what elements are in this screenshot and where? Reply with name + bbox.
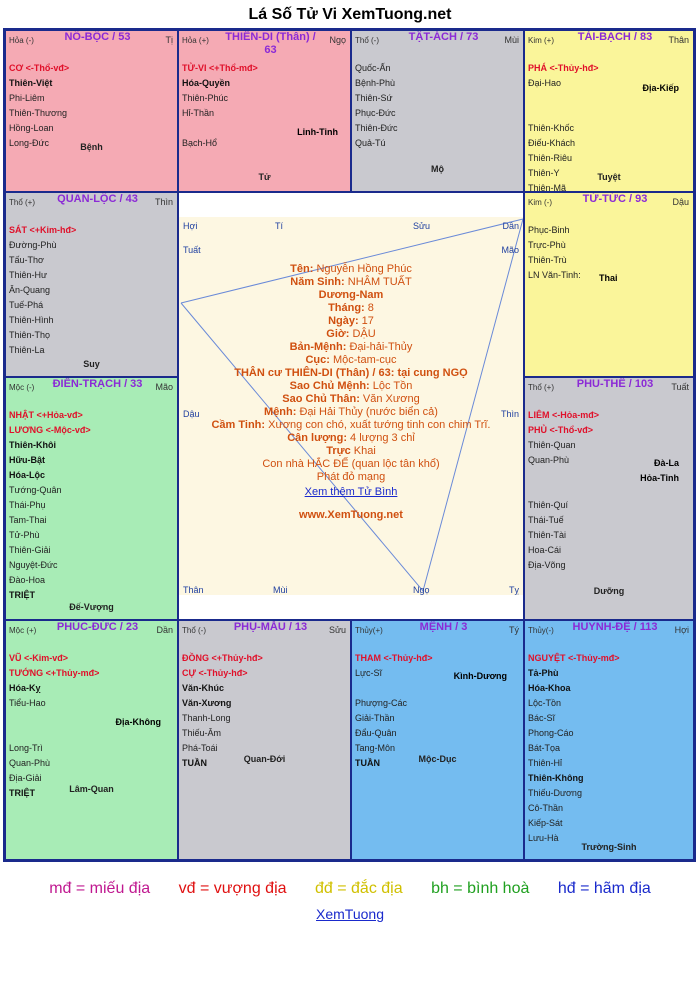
- star-item: Lộc-Tồn: [528, 698, 562, 708]
- info-label: Cân lượng:: [287, 432, 347, 444]
- info-value: 17: [358, 315, 374, 327]
- star-item: Đào-Hoa: [9, 575, 46, 585]
- star-item: CỰ <-Thủy-hđ>: [182, 668, 248, 678]
- star-item: Thiên-Hỉ: [528, 758, 563, 768]
- life-stage: Lâm-Quan: [69, 784, 114, 794]
- star-item: Thiên-Hư: [9, 270, 48, 280]
- palace-name: PHU-THÊ / 103: [576, 378, 654, 390]
- star-item: Thiên-Quan: [528, 440, 576, 450]
- corner-label-ti: Tí: [275, 221, 283, 231]
- star-item: Điếu-Khách: [528, 138, 576, 148]
- star-item: Ân-Quang: [9, 285, 51, 295]
- star-item: LN Văn-Tinh:: [528, 270, 581, 280]
- star-item: CƠ <-Thổ-vđ>: [9, 63, 70, 73]
- info-line: [199, 289, 503, 302]
- palace-element: Mộc (+): [9, 626, 37, 635]
- star-item: Đại-Hao: [528, 78, 562, 88]
- star-item: Phong-Cáo: [528, 728, 574, 738]
- palace-element: Thổ (+): [9, 198, 36, 207]
- info-label: Cục:: [305, 354, 330, 366]
- star-list: [352, 61, 523, 151]
- star-item: Thiên-Y: [528, 168, 560, 178]
- info-value: Đại Hải Thủy (nước biển cả): [296, 406, 438, 418]
- side-star: Địa-Không: [115, 717, 161, 727]
- palace-element: Thủy(-): [528, 626, 554, 635]
- life-stage: Bệnh: [80, 142, 103, 152]
- palace-element: Hỏa (+): [182, 36, 209, 45]
- star-item: Quan-Phù: [528, 455, 570, 465]
- star-item: Thiên-La: [9, 345, 45, 355]
- palace-thien-di: [178, 30, 351, 192]
- corner-label-ty: Tỵ: [509, 585, 519, 595]
- info-label: Cầm Tinh:: [211, 419, 266, 431]
- legend-item: vđ = vượng địa: [178, 880, 287, 897]
- info-label: Bản-Mệnh:: [289, 341, 347, 353]
- star-item: LƯƠNG <-Mộc-vđ>: [9, 425, 91, 435]
- life-stage: Đế-Vượng: [69, 602, 114, 612]
- star-item: Thiên-Mã: [528, 183, 567, 192]
- star-item: Nguyệt-Đức: [9, 560, 58, 570]
- star-item: TUẦN: [182, 758, 207, 768]
- star-item: Hoa-Cái: [528, 545, 562, 555]
- center-panel: [178, 192, 524, 620]
- legend-item: mđ = miếu địa: [49, 880, 151, 897]
- star-item: Đẩu-Quân: [355, 728, 397, 738]
- info-value: 8: [364, 302, 374, 314]
- star-list: [6, 61, 177, 151]
- legend-item: đđ = đắc địa: [314, 880, 403, 897]
- birth-info: [199, 263, 503, 522]
- star-item: Phá-Toái: [182, 743, 218, 753]
- star-item: ĐỒNG <+Thủy-hđ>: [182, 653, 263, 663]
- corner-label-hoi: Hợi: [183, 221, 198, 231]
- star-item: Địa-Võng: [528, 560, 566, 570]
- star-item: Tả-Phù: [528, 668, 559, 678]
- info-line: [199, 393, 503, 406]
- info-label: Sao Chủ Mệnh:: [289, 380, 370, 392]
- palace-name: TỬ-TỨC / 93: [582, 193, 648, 205]
- palace-branch: Ngọ: [329, 35, 346, 45]
- corner-label-suu: Sửu: [413, 221, 431, 231]
- star-item: TƯỚNG <+Thủy-mđ>: [9, 668, 100, 678]
- star-item: Quan-Phù: [9, 758, 51, 768]
- palace-branch: Mão: [155, 382, 173, 392]
- side-star: Linh-Tinh: [297, 127, 338, 137]
- info-line: [199, 367, 503, 380]
- star-item: Cô-Thần: [528, 803, 564, 813]
- life-stage: Quan-Đới: [243, 754, 286, 764]
- chart-grid: [3, 28, 696, 862]
- info-value: Phát đỏ mạng: [316, 471, 386, 483]
- home-link[interactable]: XemTuong: [316, 906, 384, 922]
- star-item: Thiên-Phúc: [182, 93, 229, 103]
- life-stage: Tuyệt: [597, 172, 621, 182]
- star-item: Thiên-Khốc: [528, 123, 575, 133]
- palace-branch: Dậu: [672, 197, 689, 207]
- star-item: Phi-Liêm: [9, 93, 45, 103]
- star-item: TRIỆT: [9, 590, 35, 600]
- star-item: Hỉ-Thần: [182, 108, 215, 118]
- info-line: [199, 432, 503, 445]
- star-item: Thiên-Riêu: [528, 153, 573, 163]
- star-item: Thanh-Long: [182, 713, 231, 723]
- star-item: Thiên-Hình: [9, 315, 54, 325]
- star-item: Phục-Binh: [528, 225, 570, 235]
- corner-label-thin: Thìn: [500, 409, 519, 419]
- star-item: Thiên-Thọ: [9, 330, 51, 340]
- corner-label-dan: Dần: [502, 221, 519, 231]
- star-item: Long-Đức: [9, 138, 50, 148]
- star-item: Hóa-Kỵ: [9, 683, 41, 693]
- life-stage: Suy: [83, 359, 100, 369]
- info-value: Mộc-tam-cục: [329, 354, 397, 366]
- star-item: Lực-Sĩ: [355, 668, 383, 678]
- palace-no-boc: [5, 30, 178, 192]
- star-item: Thiên-Sứ: [355, 93, 393, 103]
- info-line: [199, 302, 503, 315]
- star-item: Thái-Phụ: [9, 500, 46, 510]
- star-item: Tuế-Phá: [9, 300, 44, 310]
- palace-branch: Tuất: [671, 382, 689, 392]
- star-item: PHỦ <-Thổ-vđ>: [528, 425, 594, 435]
- star-item: Thái-Tuế: [528, 515, 564, 525]
- star-item: Bác-Sĩ: [528, 713, 556, 723]
- palace-dien-trach: [5, 377, 178, 620]
- palace-name: PHỤ-MẪU / 13: [233, 621, 308, 633]
- star-item: Bát-Tọa: [528, 743, 561, 753]
- star-item: Đường-Phù: [9, 240, 57, 250]
- info-label: Tên:: [290, 263, 314, 275]
- star-item: VŨ <-Kim-vđ>: [9, 653, 69, 663]
- legend: [0, 880, 700, 898]
- star-item: Bệnh-Phù: [355, 78, 396, 88]
- palace-branch: Mùi: [504, 35, 519, 45]
- star-item: NHẬT <+Hỏa-vđ>: [9, 410, 83, 420]
- info-line: [199, 354, 503, 367]
- info-label: Ngày:: [328, 315, 359, 327]
- info-value: Xương con chó, xuất tướng tinh con chim Trĩ.: [265, 419, 491, 431]
- star-item: Thiên-Quí: [528, 500, 569, 510]
- palace-name: HUYNH-ĐỆ / 113: [572, 621, 658, 633]
- palace-element: Kim (+): [528, 36, 554, 45]
- info-value: Lộc Tồn: [369, 380, 413, 392]
- palace-name: TẬT-ÁCH / 73: [408, 31, 479, 43]
- life-stage: Mộ: [431, 164, 444, 174]
- star-item: Tấu-Thơ: [9, 255, 44, 265]
- life-stage: Trường-Sinh: [581, 842, 637, 852]
- palace-tu-tuc: [524, 192, 694, 377]
- star-list: [6, 408, 177, 603]
- side-star: Địa-Kiếp: [642, 83, 679, 93]
- info-line: [199, 471, 503, 484]
- palace-branch: Sửu: [328, 625, 346, 635]
- star-item: TỬ-VI <+Thổ-mđ>: [182, 63, 258, 73]
- palace-branch: Tị: [165, 35, 173, 45]
- info-line: [199, 380, 503, 393]
- star-item: Hóa-Quyền: [182, 78, 231, 88]
- info-line: [199, 263, 503, 276]
- palace-name: ĐIỀN-TRẠCH / 33: [52, 378, 143, 390]
- info-lines: [199, 263, 503, 484]
- side-star-2: Hỏa-Tinh: [640, 473, 679, 483]
- info-label: Sao Chủ Thân:: [282, 393, 360, 405]
- palace-name: NÔ-BỘC / 53: [64, 31, 131, 43]
- star-item: Thiên-Không: [528, 773, 584, 783]
- star-item: [528, 106, 693, 121]
- star-item: Hồng-Loan: [9, 123, 54, 133]
- palace-branch: Tý: [509, 625, 519, 635]
- star-list: [525, 408, 693, 573]
- star-item: NGUYỆT <-Thủy-mđ>: [528, 653, 620, 663]
- info-label: Trực: [326, 445, 351, 457]
- star-item: Tướng-Quân: [9, 485, 62, 495]
- star-item: TUẦN: [355, 758, 380, 768]
- palace-tai-bach: [524, 30, 694, 192]
- palace-name: TÀI-BẠCH / 83: [577, 31, 653, 43]
- info-line: [199, 328, 503, 341]
- star-item: Văn-Xương: [182, 698, 232, 708]
- info-value: Con nhà HẮC ĐẾ (quan lộc tân khổ): [262, 458, 440, 470]
- info-line: [199, 276, 503, 289]
- palace-phuc-duc: [5, 620, 178, 860]
- palace-element: Thủy(+): [355, 626, 383, 635]
- palace-name: MỆNH / 3: [419, 621, 468, 633]
- corner-label-mui: Mùi: [273, 585, 288, 595]
- star-item: LIÊM <-Hỏa-mđ>: [528, 410, 600, 420]
- star-item: Phục-Đức: [355, 108, 396, 118]
- site-name: www.XemTuong.net: [299, 509, 403, 521]
- star-item: Bạch-Hổ: [182, 138, 218, 148]
- side-star: Kình-Dương: [453, 671, 507, 681]
- star-list: [6, 223, 177, 358]
- star-item: Kiếp-Sát: [528, 818, 563, 828]
- star-item: Quả-Tú: [355, 138, 386, 148]
- star-item: Hữu-Bật: [9, 455, 46, 465]
- star-item: Quốc-Ấn: [355, 63, 391, 73]
- star-item: Văn-Khúc: [182, 683, 225, 693]
- legend-item: bh = bình hoà: [431, 880, 530, 897]
- star-item: PHÁ <-Thủy-hđ>: [528, 63, 599, 73]
- corner-label-dau: Dậu: [183, 409, 200, 419]
- corner-label-tuat: Tuất: [183, 245, 201, 255]
- palace-tat-ach: [351, 30, 524, 192]
- star-item: Tử-Phù: [9, 530, 40, 540]
- palace-branch: Thân: [668, 35, 689, 45]
- star-item: Thiếu-Âm: [182, 728, 222, 738]
- palace-name: THIÊN-DI (Thân) / 63: [225, 31, 316, 56]
- star-item: THAM <-Thủy-hđ>: [355, 653, 433, 663]
- palace-element: Thổ (+): [528, 383, 555, 392]
- star-item: Thiếu-Dương: [528, 788, 582, 798]
- star-item: Thiên-Đức: [355, 123, 398, 133]
- info-label: Mệnh:: [264, 406, 297, 418]
- star-item: Thiên-Khôi: [9, 440, 56, 450]
- palace-name: PHÚC-ĐỨC / 23: [56, 621, 139, 633]
- star-item: Thiên-Giải: [9, 545, 51, 555]
- palace-huynh-de: [524, 620, 694, 860]
- palace-phu-mau: [178, 620, 351, 860]
- info-value: Đại-hải-Thủy: [346, 341, 413, 353]
- palace-branch: Hợi: [674, 625, 689, 635]
- star-item: Hóa-Khoa: [528, 683, 571, 693]
- life-stage: Tử: [258, 172, 271, 182]
- info-value: Văn Xương: [359, 393, 420, 405]
- life-stage: Thai: [599, 273, 618, 283]
- palace-element: Hỏa (-): [9, 36, 34, 45]
- info-value: 4 lượng 3 chỉ: [347, 432, 415, 444]
- corner-label-mao: Mão: [501, 245, 519, 255]
- info-label: Giờ:: [326, 328, 350, 340]
- palace-phu-the: [524, 377, 694, 620]
- page-title: Lá Số Tử Vi XemTuong.net: [248, 6, 452, 23]
- info-label: Năm Sinh:: [290, 276, 345, 288]
- palace-element: Mộc (-): [9, 383, 35, 392]
- info-value: Khai: [350, 445, 376, 457]
- star-item: TRIỆT: [9, 788, 35, 798]
- star-item: Trực-Phù: [528, 240, 566, 250]
- info-line: [199, 458, 503, 471]
- corner-label-than: Thân: [183, 585, 204, 595]
- star-item: Giải-Thần: [355, 713, 395, 723]
- info-line: [199, 406, 503, 419]
- corner-label-ngo: Ngọ: [413, 585, 430, 595]
- star-item: Thiên-Trù: [528, 255, 567, 265]
- palace-name: QUAN-LỘC / 43: [57, 193, 138, 205]
- legend-item: hđ = hãm địa: [557, 880, 651, 897]
- info-line: [199, 445, 503, 458]
- life-stage: Mộc-Dục: [418, 754, 457, 764]
- side-star: Đà-La: [653, 458, 679, 468]
- info-line: [199, 315, 503, 328]
- star-list: [525, 651, 693, 846]
- info-label: Tháng:: [328, 302, 365, 314]
- palace-branch: Dần: [156, 625, 173, 635]
- info-value: NHÂM TUẤT: [344, 276, 412, 288]
- star-item: Long-Trì: [9, 743, 43, 753]
- star-item: SÁT <+Kim-hđ>: [9, 225, 77, 235]
- star-item: Thiên-Thương: [9, 108, 67, 118]
- info-label: THÂN cư THIÊN-DI (Thân) / 63: tại cung NGỌ: [234, 367, 468, 379]
- info-label: Dương-Nam: [318, 289, 384, 301]
- tu-binh-link[interactable]: Xem thêm Tử Bình: [304, 486, 398, 498]
- star-item: Phượng-Các: [355, 698, 407, 708]
- star-item: Lưu-Hà: [528, 833, 559, 843]
- info-line: [199, 341, 503, 354]
- palace-branch: Thìn: [154, 197, 173, 207]
- palace-quan-loc: [5, 192, 178, 377]
- star-item: Địa-Giải: [9, 773, 42, 783]
- star-item: Hóa-Lộc: [9, 470, 45, 480]
- palace-element: Thổ (-): [182, 626, 206, 635]
- life-stage: Dưỡng: [593, 586, 625, 596]
- palace-menh: [351, 620, 524, 860]
- star-item: Thiên-Tài: [528, 530, 567, 540]
- star-item: Thiên-Việt: [9, 78, 53, 88]
- palace-element: Thổ (-): [355, 36, 379, 45]
- info-value: Nguyễn Hồng Phúc: [313, 263, 412, 275]
- star-item: Tam-Thai: [9, 515, 47, 525]
- info-line: [199, 419, 503, 432]
- star-item: Tiểu-Hao: [9, 698, 46, 708]
- star-item: Tang-Môn: [355, 743, 396, 753]
- info-value: DẬU: [349, 328, 376, 340]
- palace-element: Kim (-): [528, 198, 552, 207]
